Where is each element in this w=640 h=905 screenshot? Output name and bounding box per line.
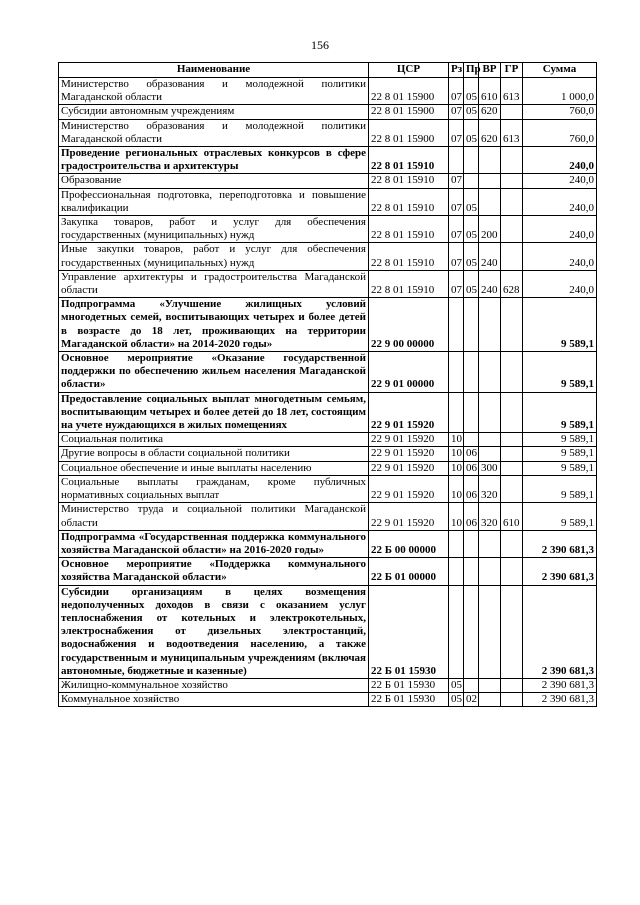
cell-csr: 22 9 01 00000 xyxy=(369,352,449,393)
cell-pr: 05 xyxy=(464,270,479,297)
cell-gr xyxy=(501,558,523,585)
cell-rz: 07 xyxy=(449,119,464,146)
cell-vr xyxy=(479,174,501,188)
table-row xyxy=(59,352,597,393)
cell-csr: 22 8 01 15910 xyxy=(369,243,449,270)
cell-vr xyxy=(479,678,501,692)
cell-sum: 240,0 xyxy=(523,147,597,174)
cell-vr xyxy=(479,558,501,585)
cell-pr xyxy=(464,298,479,352)
cell-csr: 22 8 01 15910 xyxy=(369,147,449,174)
cell-pr xyxy=(464,147,479,174)
cell-rz: 10 xyxy=(449,475,464,502)
cell-name: Профессиональная подготовка, переподготовка и повышение квалификации xyxy=(59,188,369,215)
cell-csr: 22 8 01 15910 xyxy=(369,270,449,297)
cell-gr xyxy=(501,243,523,270)
cell-gr xyxy=(501,530,523,557)
cell-sum: 9 589,1 xyxy=(523,447,597,461)
cell-rz: 07 xyxy=(449,78,464,105)
cell-rz: 07 xyxy=(449,243,464,270)
cell-name: Управление архитектуры и градостроительства Магаданской области xyxy=(59,270,369,297)
cell-pr: 05 xyxy=(464,188,479,215)
cell-vr xyxy=(479,433,501,447)
cell-csr: 22 Б 00 00000 xyxy=(369,530,449,557)
cell-name: Иные закупки товаров, работ и услуг для обеспечения государственных (муниципальных) нужд xyxy=(59,243,369,270)
cell-sum: 760,0 xyxy=(523,105,597,119)
table-row xyxy=(59,558,597,585)
table-row xyxy=(59,433,597,447)
cell-name: Жилищно-коммунальное хозяйство xyxy=(59,678,369,692)
cell-sum: 240,0 xyxy=(523,216,597,243)
cell-rz: 07 xyxy=(449,105,464,119)
cell-rz xyxy=(449,530,464,557)
cell-gr xyxy=(501,461,523,475)
cell-vr xyxy=(479,392,501,433)
cell-vr: 320 xyxy=(479,475,501,502)
cell-sum: 240,0 xyxy=(523,188,597,215)
header-sum: Сумма xyxy=(523,63,597,78)
cell-pr xyxy=(464,558,479,585)
cell-rz: 10 xyxy=(449,447,464,461)
cell-rz xyxy=(449,352,464,393)
cell-gr xyxy=(501,585,523,678)
cell-csr: 22 9 01 15920 xyxy=(369,392,449,433)
header-name: Наименование xyxy=(59,63,369,78)
cell-rz: 07 xyxy=(449,270,464,297)
cell-name: Социальная политика xyxy=(59,433,369,447)
cell-rz xyxy=(449,147,464,174)
cell-vr: 240 xyxy=(479,270,501,297)
cell-pr: 05 xyxy=(464,119,479,146)
page-number: 156 xyxy=(311,38,329,52)
table-row xyxy=(59,447,597,461)
cell-vr xyxy=(479,585,501,678)
cell-sum: 240,0 xyxy=(523,243,597,270)
table-row xyxy=(59,270,597,297)
cell-rz xyxy=(449,392,464,433)
cell-vr: 200 xyxy=(479,216,501,243)
cell-vr: 620 xyxy=(479,105,501,119)
cell-gr xyxy=(501,298,523,352)
cell-sum: 240,0 xyxy=(523,174,597,188)
cell-csr: 22 9 01 15920 xyxy=(369,503,449,530)
cell-pr xyxy=(464,352,479,393)
cell-name: Социальное обеспечение и иные выплаты населению xyxy=(59,461,369,475)
header-vr: ВР xyxy=(479,63,501,78)
cell-vr: 320 xyxy=(479,503,501,530)
cell-name: Предоставление социальных выплат многодетным семьям, воспитывающим четырех и более детей до 18 лет, состоящим на учете нуждающихся в жилых помещениях xyxy=(59,392,369,433)
cell-sum: 1 000,0 xyxy=(523,78,597,105)
cell-vr xyxy=(479,298,501,352)
cell-pr: 06 xyxy=(464,475,479,502)
cell-csr: 22 Б 01 15930 xyxy=(369,585,449,678)
cell-name: Социальные выплаты гражданам, кроме публичных нормативных социальных выплат xyxy=(59,475,369,502)
cell-pr xyxy=(464,174,479,188)
cell-vr xyxy=(479,352,501,393)
cell-pr xyxy=(464,530,479,557)
cell-name: Министерство труда и социальной политики Магаданской области xyxy=(59,503,369,530)
header-gr: ГР xyxy=(501,63,523,78)
cell-vr: 620 xyxy=(479,119,501,146)
cell-gr: 628 xyxy=(501,270,523,297)
cell-name: Проведение региональных отраслевых конкурсов в сфере градостроительства и архитектуры xyxy=(59,147,369,174)
table-row xyxy=(59,216,597,243)
table-header-row xyxy=(59,63,597,78)
cell-gr xyxy=(501,105,523,119)
cell-name: Министерство образования и молодежной политики Магаданской области xyxy=(59,78,369,105)
cell-vr: 300 xyxy=(479,461,501,475)
cell-sum: 760,0 xyxy=(523,119,597,146)
cell-rz xyxy=(449,585,464,678)
cell-gr: 613 xyxy=(501,119,523,146)
cell-csr: 22 8 01 15910 xyxy=(369,174,449,188)
cell-rz: 10 xyxy=(449,503,464,530)
cell-pr: 02 xyxy=(464,693,479,707)
cell-vr xyxy=(479,447,501,461)
cell-csr: 22 8 01 15900 xyxy=(369,119,449,146)
cell-name: Коммунальное хозяйство xyxy=(59,693,369,707)
header-csr: ЦСР xyxy=(369,63,449,78)
cell-csr: 22 8 01 15910 xyxy=(369,188,449,215)
cell-sum: 9 589,1 xyxy=(523,433,597,447)
cell-csr: 22 9 00 00000 xyxy=(369,298,449,352)
cell-gr xyxy=(501,352,523,393)
cell-sum: 9 589,1 xyxy=(523,475,597,502)
cell-sum: 9 589,1 xyxy=(523,352,597,393)
cell-csr: 22 Б 01 15930 xyxy=(369,678,449,692)
table-row xyxy=(59,693,597,707)
cell-rz: 10 xyxy=(449,433,464,447)
cell-gr: 610 xyxy=(501,503,523,530)
cell-gr xyxy=(501,392,523,433)
cell-gr xyxy=(501,693,523,707)
cell-gr xyxy=(501,188,523,215)
cell-csr: 22 8 01 15910 xyxy=(369,216,449,243)
cell-name: Образование xyxy=(59,174,369,188)
cell-gr: 613 xyxy=(501,78,523,105)
cell-rz: 10 xyxy=(449,461,464,475)
cell-csr: 22 9 01 15920 xyxy=(369,433,449,447)
cell-vr xyxy=(479,147,501,174)
cell-name: Подпрограмма «Государственная поддержка коммунального хозяйства Магаданской области» на 2016-2020 годы» xyxy=(59,530,369,557)
cell-name: Подпрограмма «Улучшение жилищных условий многодетных семей, воспитывающих четырех и более детей в возрасте до 18 лет, проживающих на территории Магаданской области» на 2014-2020 годы» xyxy=(59,298,369,352)
cell-pr xyxy=(464,678,479,692)
cell-pr xyxy=(464,585,479,678)
cell-name: Закупка товаров, работ и услуг для обеспечения государственных (муниципальных) нужд xyxy=(59,216,369,243)
cell-gr xyxy=(501,433,523,447)
table-row xyxy=(59,298,597,352)
cell-sum: 9 589,1 xyxy=(523,461,597,475)
cell-rz xyxy=(449,558,464,585)
cell-csr: 22 9 01 15920 xyxy=(369,461,449,475)
table-row xyxy=(59,105,597,119)
cell-gr xyxy=(501,174,523,188)
table-row xyxy=(59,119,597,146)
cell-csr: 22 8 01 15900 xyxy=(369,78,449,105)
budget-table xyxy=(58,62,597,707)
cell-name: Субсидии организациям в целях возмещения недополученных доходов в связи с оказанием услуг теплоснабжения от котельных и электрокотельных, электроснабжения от дизельных электростанций, водоснабжения и водоотведения населению, а также государственным и муниципальным учреждениям (включая автономные, бюджетные и казенные) xyxy=(59,585,369,678)
cell-pr: 05 xyxy=(464,243,479,270)
cell-pr: 05 xyxy=(464,78,479,105)
cell-gr xyxy=(501,447,523,461)
table-row xyxy=(59,530,597,557)
cell-pr: 05 xyxy=(464,216,479,243)
cell-sum: 9 589,1 xyxy=(523,503,597,530)
table-row xyxy=(59,174,597,188)
cell-name: Основное мероприятие «Поддержка коммунального хозяйства Магаданской области» xyxy=(59,558,369,585)
cell-name: Министерство образования и молодежной политики Магаданской области xyxy=(59,119,369,146)
table-body xyxy=(59,78,597,707)
cell-vr: 240 xyxy=(479,243,501,270)
cell-csr: 22 9 01 15920 xyxy=(369,475,449,502)
cell-sum: 2 390 681,3 xyxy=(523,530,597,557)
table-row xyxy=(59,392,597,433)
cell-vr xyxy=(479,188,501,215)
cell-csr: 22 Б 01 15930 xyxy=(369,693,449,707)
table-row xyxy=(59,461,597,475)
cell-csr: 22 9 01 15920 xyxy=(369,447,449,461)
cell-sum: 240,0 xyxy=(523,270,597,297)
cell-gr xyxy=(501,475,523,502)
cell-vr xyxy=(479,693,501,707)
cell-vr: 610 xyxy=(479,78,501,105)
cell-sum: 9 589,1 xyxy=(523,392,597,433)
table-row xyxy=(59,475,597,502)
cell-rz: 07 xyxy=(449,188,464,215)
cell-gr xyxy=(501,678,523,692)
table-row xyxy=(59,243,597,270)
cell-sum: 9 589,1 xyxy=(523,298,597,352)
cell-rz: 07 xyxy=(449,174,464,188)
header-rz: Рз xyxy=(449,63,464,78)
cell-sum: 2 390 681,3 xyxy=(523,678,597,692)
header-pr: Пр xyxy=(464,63,479,78)
cell-rz: 05 xyxy=(449,678,464,692)
cell-name: Основное мероприятие «Оказание государственной поддержки по обеспечению жильем населения Магаданской области» xyxy=(59,352,369,393)
cell-pr xyxy=(464,392,479,433)
table-row xyxy=(59,147,597,174)
table-row xyxy=(59,585,597,678)
cell-rz: 05 xyxy=(449,693,464,707)
cell-sum: 2 390 681,3 xyxy=(523,693,597,707)
cell-csr: 22 8 01 15900 xyxy=(369,105,449,119)
table-row xyxy=(59,678,597,692)
cell-pr: 05 xyxy=(464,105,479,119)
cell-pr xyxy=(464,433,479,447)
cell-name: Другие вопросы в области социальной политики xyxy=(59,447,369,461)
cell-name: Субсидии автономным учреждениям xyxy=(59,105,369,119)
cell-gr xyxy=(501,147,523,174)
cell-sum: 2 390 681,3 xyxy=(523,585,597,678)
table-row xyxy=(59,188,597,215)
cell-vr xyxy=(479,530,501,557)
cell-rz: 07 xyxy=(449,216,464,243)
cell-pr: 06 xyxy=(464,461,479,475)
cell-pr: 06 xyxy=(464,447,479,461)
cell-gr xyxy=(501,216,523,243)
table-row xyxy=(59,78,597,105)
table-row xyxy=(59,503,597,530)
cell-csr: 22 Б 01 00000 xyxy=(369,558,449,585)
cell-rz xyxy=(449,298,464,352)
cell-pr: 06 xyxy=(464,503,479,530)
cell-sum: 2 390 681,3 xyxy=(523,558,597,585)
